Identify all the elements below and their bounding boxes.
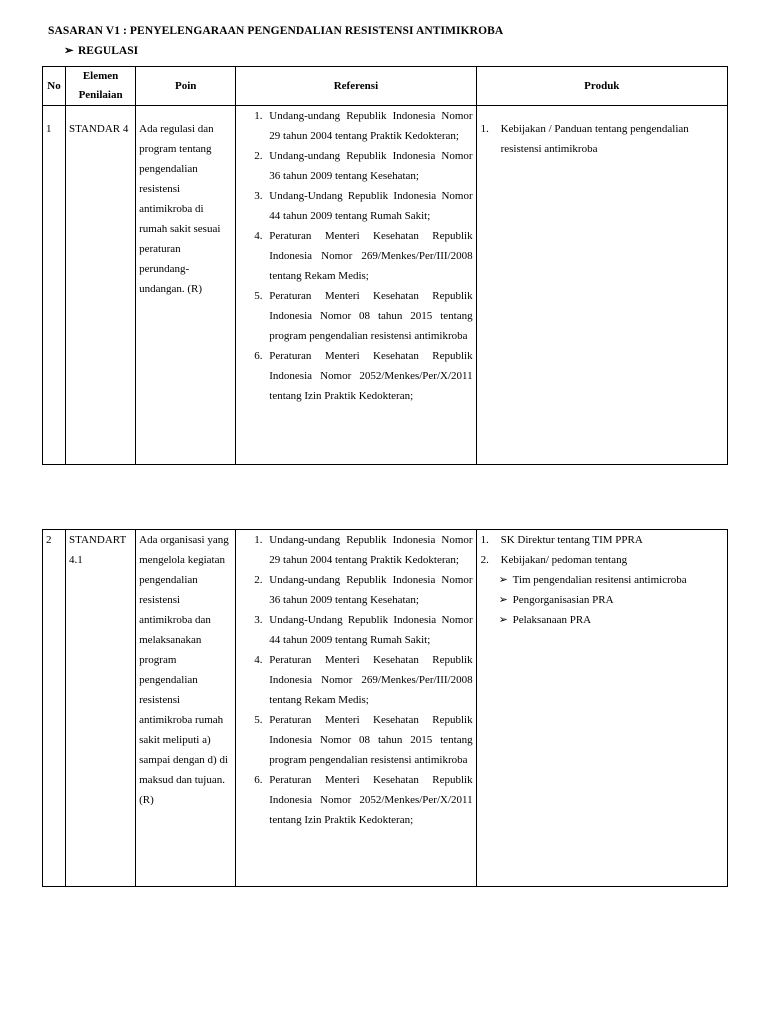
row-number: 2 (46, 534, 52, 546)
arrow-bullet-icon: ➢ (498, 574, 508, 586)
cell-referensi (236, 106, 476, 465)
arrow-bullet-icon: ➢ (498, 614, 508, 626)
list-item (477, 530, 727, 550)
list-item (236, 106, 475, 146)
referensi-list (236, 530, 475, 830)
list-item (236, 146, 475, 186)
row-number: 1 (46, 123, 52, 135)
poin-text: Ada organisasi yang mengelola kegiatan pengendalian resistensi antimikroba dan melaksanakan program pengendalian resistensi antimikroba rumah sakit meliputi a) sampai dengan d) di maksud dan tujuan. (R) (139, 534, 229, 806)
list-item-text: Tim pengendalian resitensi antimicroba (512, 574, 687, 586)
elemen-text: STANDAR 4 (69, 123, 129, 135)
list-item-text: Undang-undang Republik Indonesia Nomor 29 tahun 2004 tentang Praktik Kedokteran; (269, 110, 473, 142)
elemen-text: STANDART 4.1 (69, 534, 126, 566)
table-row (43, 106, 728, 465)
list-item-text: Undang-undang Republik Indonesia Nomor 29 tahun 2004 tentang Praktik Kedokteran; (269, 534, 473, 566)
table-row (43, 530, 728, 887)
list-item-text: Undang-undang Republik Indonesia Nomor 36 tahun 2009 tentang Kesehatan; (269, 150, 473, 182)
list-item-text: Peraturan Menteri Kesehatan Republik Indonesia Nomor 2052/Menkes/Per/X/2011 tentang Izin Praktik Kedokteran; (269, 774, 473, 826)
column-header-referensi: Referensi (236, 67, 476, 106)
list-item (236, 286, 475, 346)
list-item-number: 1. (480, 534, 489, 546)
list-item-text: Kebijakan/ pedoman tentang (500, 554, 628, 566)
list-item-number: 2. (254, 150, 263, 162)
list-item-text: Undang-Undang Republik Indonesia Nomor 44 tahun 2009 tentang Rumah Sakit; (269, 190, 473, 222)
cell-no (43, 530, 66, 887)
section-heading-label: REGULASI (78, 45, 139, 57)
list-item (477, 610, 727, 630)
list-item (236, 186, 475, 226)
list-item-number: 1. (254, 110, 263, 122)
list-item-text: SK Direktur tentang TIM PPRA (500, 534, 643, 546)
cell-no (43, 106, 66, 465)
cell-elemen (66, 530, 136, 887)
standard-table-1 (42, 66, 728, 465)
cell-produk (476, 530, 727, 887)
list-item (236, 570, 475, 610)
list-item (236, 710, 475, 770)
cell-produk (476, 106, 727, 465)
list-item (236, 650, 475, 710)
list-item-text: Undang-Undang Republik Indonesia Nomor 44 tahun 2009 tentang Rumah Sakit; (269, 614, 473, 646)
list-item-text: Peraturan Menteri Kesehatan Republik Indonesia Nomor 08 tahun 2015 tentang program pengendalian resistensi antimikroba (269, 290, 473, 342)
cell-poin (136, 106, 236, 465)
list-item-text: Peraturan Menteri Kesehatan Republik Indonesia Nomor 2052/Menkes/Per/X/2011 tentang Izin Praktik Kedokteran; (269, 350, 473, 402)
list-item-number: 4. (254, 230, 263, 242)
list-item (477, 550, 727, 570)
cell-referensi (236, 530, 476, 887)
list-item-number: 4. (254, 654, 263, 666)
list-item (236, 346, 475, 406)
list-item (236, 226, 475, 286)
referensi-list (236, 106, 475, 406)
list-item-text: Pelaksanaan PRA (512, 614, 592, 626)
standard-table-2 (42, 529, 728, 887)
produk-list (477, 106, 727, 159)
list-item (477, 119, 727, 159)
list-item-number: 6. (254, 774, 263, 786)
list-item-text: Peraturan Menteri Kesehatan Republik Indonesia Nomor 08 tahun 2015 tentang program pengendalian resistensi antimikroba (269, 714, 473, 766)
list-item-number: 5. (254, 714, 263, 726)
list-item-number: 1. (480, 123, 489, 135)
column-header-produk: Produk (476, 67, 727, 106)
list-item (477, 570, 727, 590)
cell-poin (136, 530, 236, 887)
poin-text: Ada regulasi dan program tentang pengendalian resistensi antimikroba di rumah sakit sesuai peraturan perundang-undangan. (R) (139, 123, 221, 295)
list-item-text: Kebijakan / Panduan tentang pengendalian resistensi antimikroba (500, 123, 689, 155)
table-header-row (43, 67, 728, 106)
list-item-number: 2. (254, 574, 263, 586)
list-item (236, 530, 475, 570)
list-item-text: Undang-undang Republik Indonesia Nomor 36 tahun 2009 tentang Kesehatan; (269, 574, 473, 606)
column-header-no: No (43, 67, 66, 106)
list-item (236, 610, 475, 650)
list-item-number: 3. (254, 614, 263, 626)
list-item-number: 3. (254, 190, 263, 202)
list-item-number: 1. (254, 534, 263, 546)
produk-list (477, 530, 727, 570)
list-item (236, 770, 475, 830)
list-item-text: Peraturan Menteri Kesehatan Republik Indonesia Nomor 269/Menkes/Per/III/2008 tentang Rekam Medis; (269, 230, 473, 282)
list-item-text: Pengorganisasian PRA (512, 594, 614, 606)
section-heading (64, 43, 138, 57)
column-header-poin: Poin (136, 67, 236, 106)
arrow-bullet-icon: ➢ (498, 594, 508, 606)
list-item (477, 590, 727, 610)
cell-elemen (66, 106, 136, 465)
arrow-bullet-icon: ➢ (64, 45, 74, 57)
list-item-number: 2. (480, 554, 489, 566)
produk-sub-list (477, 570, 727, 630)
list-item-number: 6. (254, 350, 263, 362)
list-item-text: Peraturan Menteri Kesehatan Republik Indonesia Nomor 269/Menkes/Per/III/2008 tentang Rekam Medis; (269, 654, 473, 706)
list-item-number: 5. (254, 290, 263, 302)
column-header-elemen: Elemen Penilaian (66, 67, 136, 106)
document-title: SASARAN V1 : PENYELENGARAAN PENGENDALIAN RESISTENSI ANTIMIKROBA (48, 25, 504, 37)
